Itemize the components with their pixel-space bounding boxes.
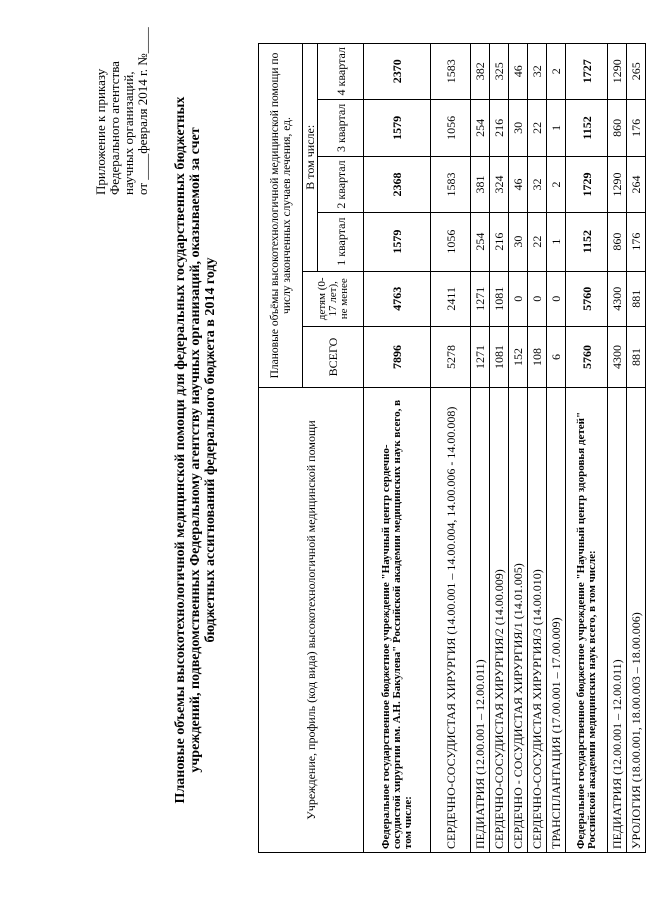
row-q2: 264 bbox=[627, 157, 646, 212]
row-children: 0 bbox=[528, 271, 547, 326]
row-q4: 265 bbox=[627, 44, 646, 100]
row-name: Федеральное государственное бюджетное учреждение "Научный центр сердечно-сосудистой хирургии им. А.Н. Бакулева" Российской академии медицинских наук всего, в том числе: bbox=[364, 388, 431, 853]
row-q1: 1579 bbox=[364, 212, 431, 271]
row-q1: 22 bbox=[528, 212, 547, 271]
row-children: 0 bbox=[547, 271, 566, 326]
row-q1: 254 bbox=[471, 212, 490, 271]
row-total: 7896 bbox=[364, 327, 431, 388]
table-row bbox=[528, 44, 547, 853]
document-title: Плановые объемы высокотехнологичной медицинской помощи для федеральных государственных бюджетных учреждений, подведомственных Федеральному агентству научных организаций, оказываемой за счет бюджетных ассигнований федерального бюджета в 2014 году bbox=[173, 96, 218, 804]
row-q1: 216 bbox=[490, 212, 509, 271]
volumes-table bbox=[258, 43, 646, 853]
row-q1: 176 bbox=[627, 212, 646, 271]
row-q2: 1290 bbox=[608, 157, 627, 212]
row-name: Федеральное государственное бюджетное учреждение "Научный центр здоровья детей" Российской академии медицинских наук всего, в том числе: bbox=[566, 388, 608, 853]
row-q4: 32 bbox=[528, 44, 547, 100]
row-q2: 46 bbox=[509, 157, 528, 212]
row-total: 152 bbox=[509, 327, 528, 388]
row-q4: 46 bbox=[509, 44, 528, 100]
row-children: 4300 bbox=[608, 271, 627, 326]
row-q3: 1152 bbox=[566, 99, 608, 157]
row-children: 2411 bbox=[431, 271, 471, 326]
row-children: 4763 bbox=[364, 271, 431, 326]
table-row bbox=[431, 44, 471, 853]
table-row bbox=[490, 44, 509, 853]
row-total: 1081 bbox=[490, 327, 509, 388]
table-row bbox=[471, 44, 490, 853]
appendix-note bbox=[94, 25, 150, 195]
table-row bbox=[627, 44, 646, 853]
row-q4: 1290 bbox=[608, 44, 627, 100]
row-q2: 32 bbox=[528, 157, 547, 212]
row-name: ПЕДИАТРИЯ (12.00.001 – 12.00.011) bbox=[608, 388, 627, 853]
row-children: 1271 bbox=[471, 271, 490, 326]
row-name: СЕРДЕЧНО-СОСУДИСТАЯ ХИРУРГИЯ/3 (14.00.010) bbox=[528, 388, 547, 853]
row-q3: 1579 bbox=[364, 99, 431, 157]
row-total: 4300 bbox=[608, 327, 627, 388]
header-institution-profile: Учреждение, профиль (код вида) высокотехнологичной медицинской помощи bbox=[259, 388, 364, 853]
header-planned-volumes: Плановые объёмы высокотехнологичной медицинской помощи по числу законченных случаев лечения, ед. bbox=[259, 44, 303, 388]
appendix-line: Приложение к приказу bbox=[93, 68, 108, 195]
table-body bbox=[364, 44, 646, 853]
row-q3: 254 bbox=[471, 99, 490, 157]
row-q3: 216 bbox=[490, 99, 509, 157]
row-q2: 381 bbox=[471, 157, 490, 212]
row-q2: 1729 bbox=[566, 157, 608, 212]
row-children: 1081 bbox=[490, 271, 509, 326]
header-q2: 2 квартал bbox=[318, 157, 364, 212]
table-row bbox=[364, 44, 431, 853]
row-q3: 1 bbox=[547, 99, 566, 157]
header-children: детям (0-17 лет), не менее bbox=[303, 271, 364, 326]
table-row bbox=[509, 44, 528, 853]
row-name: ТРАНСПЛАНТАЦИЯ (17.00.001 – 17.00.009) bbox=[547, 388, 566, 853]
row-q4: 2370 bbox=[364, 44, 431, 100]
row-total: 5760 bbox=[566, 327, 608, 388]
header-including: В том числе: bbox=[303, 44, 318, 272]
row-total: 108 bbox=[528, 327, 547, 388]
appendix-line: научных организаций, bbox=[121, 71, 136, 195]
row-q1: 1152 bbox=[566, 212, 608, 271]
header-total: ВСЕГО bbox=[303, 327, 364, 388]
row-q3: 22 bbox=[528, 99, 547, 157]
row-q4: 2 bbox=[547, 44, 566, 100]
row-total: 881 bbox=[627, 327, 646, 388]
row-q1: 30 bbox=[509, 212, 528, 271]
row-q2: 1583 bbox=[431, 157, 471, 212]
appendix-line: Федерального агентства bbox=[107, 61, 122, 195]
row-q4: 325 bbox=[490, 44, 509, 100]
table-row bbox=[547, 44, 566, 853]
row-name: ПЕДИАТРИЯ (12.00.001 – 12.00.011) bbox=[471, 388, 490, 853]
row-total: 1271 bbox=[471, 327, 490, 388]
row-total: 6 bbox=[547, 327, 566, 388]
appendix-line: от ____февраля 2014 г. №____ bbox=[135, 27, 150, 195]
row-q3: 1056 bbox=[431, 99, 471, 157]
row-children: 5760 bbox=[566, 271, 608, 326]
row-name: СЕРДЕЧНО-СОСУДИСТАЯ ХИРУРГИЯ (14.00.001 – 14.00.004, 14.00.006 - 14.00.008) bbox=[431, 388, 471, 853]
row-q4: 1583 bbox=[431, 44, 471, 100]
row-name: СЕРДЕЧНО - СОСУДИСТАЯ ХИРУРГИЯ/1 (14.01.005) bbox=[509, 388, 528, 853]
header-q4: 4 квартал bbox=[318, 44, 364, 100]
row-q3: 860 bbox=[608, 99, 627, 157]
row-q4: 382 bbox=[471, 44, 490, 100]
header-q3: 3 квартал bbox=[318, 99, 364, 157]
table-row bbox=[566, 44, 608, 853]
header-q1: 1 квартал bbox=[318, 212, 364, 271]
row-q1: 1056 bbox=[431, 212, 471, 271]
row-total: 5278 bbox=[431, 327, 471, 388]
row-q2: 324 bbox=[490, 157, 509, 212]
table-row bbox=[608, 44, 627, 853]
row-name: СЕРДЕЧНО-СОСУДИСТАЯ ХИРУРГИЯ/2 (14.00.009) bbox=[490, 388, 509, 853]
row-children: 0 bbox=[509, 271, 528, 326]
row-q1: 860 bbox=[608, 212, 627, 271]
row-q3: 30 bbox=[509, 99, 528, 157]
row-q2: 2 bbox=[547, 157, 566, 212]
row-q1: 1 bbox=[547, 212, 566, 271]
table-header bbox=[259, 44, 364, 853]
row-q2: 2368 bbox=[364, 157, 431, 212]
row-name: УРОЛОГИЯ (18.00.001, 18.00.003 – 18.00.006) bbox=[627, 388, 646, 853]
row-q3: 176 bbox=[627, 99, 646, 157]
row-q4: 1727 bbox=[566, 44, 608, 100]
row-children: 881 bbox=[627, 271, 646, 326]
